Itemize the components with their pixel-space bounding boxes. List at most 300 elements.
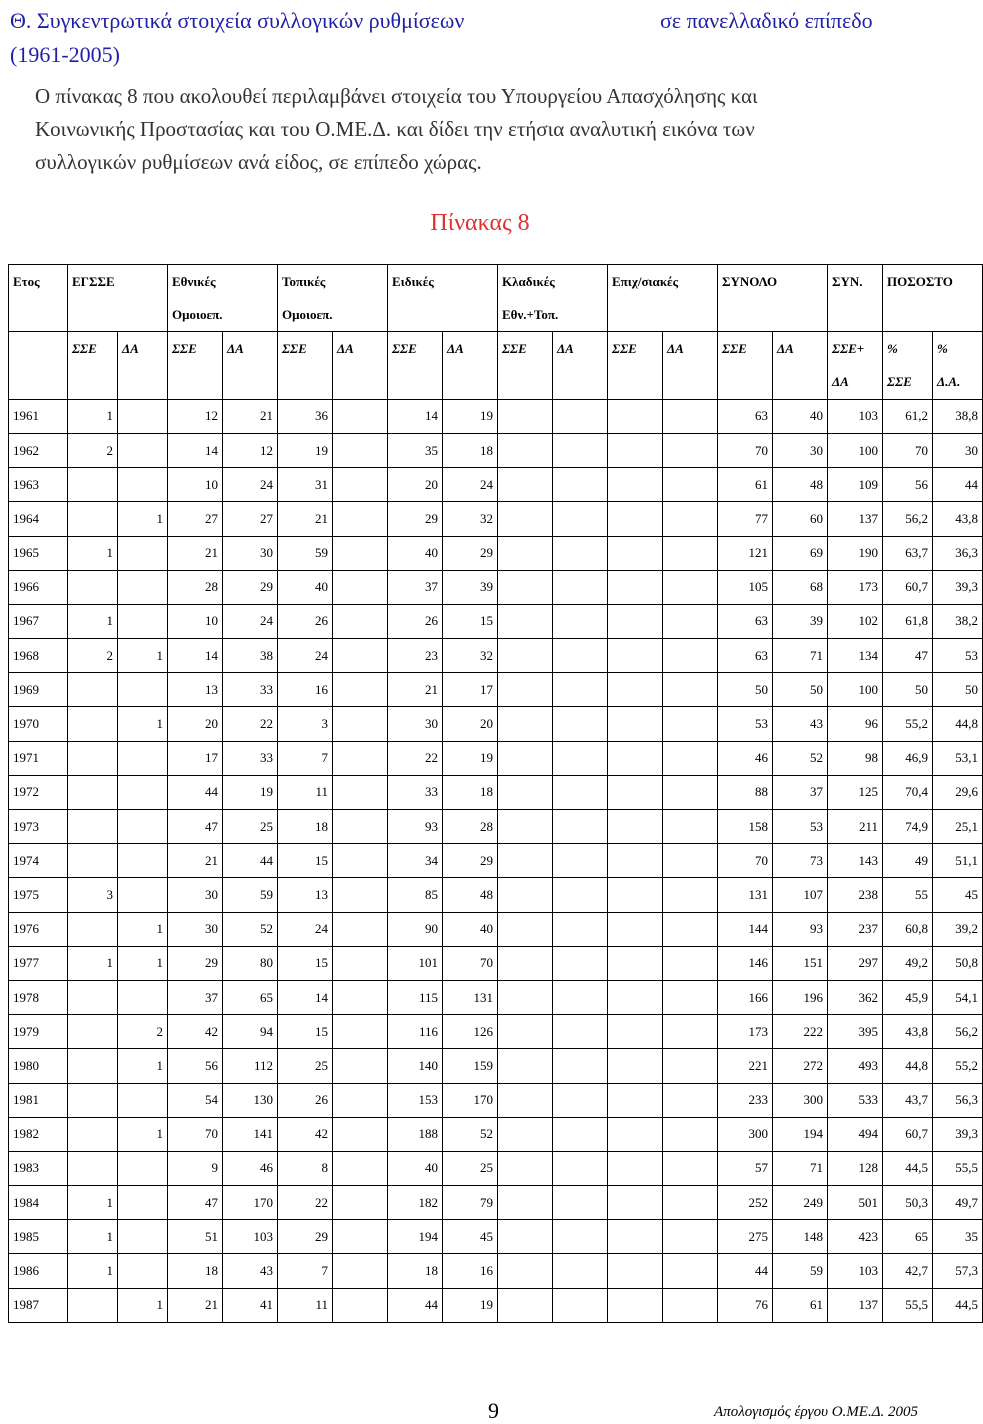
value-cell: [608, 912, 663, 946]
value-cell: 30: [773, 433, 828, 467]
value-cell: 2: [118, 1015, 168, 1049]
value-cell: [608, 1186, 663, 1220]
table-row: [9, 775, 983, 809]
value-cell: [118, 536, 168, 570]
value-cell: 26: [388, 604, 443, 638]
value-cell: [333, 980, 388, 1014]
value-cell: 30: [168, 912, 223, 946]
sub-header: ΣΣΕ: [718, 332, 773, 366]
paragraph-line-1: Ο πίνακας 8 που ακολουθεί περιλαμβάνει στοιχεία του Υπουργείου Απασχόλησης και: [35, 84, 758, 108]
value-cell: [553, 1151, 608, 1185]
header-row-3: [9, 332, 983, 366]
value-cell: 44,5: [883, 1151, 933, 1185]
value-cell: [498, 1254, 553, 1288]
value-cell: 29: [443, 536, 498, 570]
year-cell: 1981: [9, 1083, 68, 1117]
value-cell: 44: [168, 775, 223, 809]
value-cell: 21: [388, 673, 443, 707]
table-row: [9, 878, 983, 912]
value-cell: [498, 1186, 553, 1220]
value-cell: 116: [388, 1015, 443, 1049]
sub-header: ΣΣΕ: [388, 332, 443, 366]
value-cell: 50: [883, 673, 933, 707]
value-cell: 22: [278, 1186, 333, 1220]
value-cell: [553, 844, 608, 878]
value-cell: 21: [168, 1288, 223, 1322]
value-cell: 115: [388, 980, 443, 1014]
value-cell: [68, 1117, 118, 1151]
value-cell: 21: [168, 844, 223, 878]
value-cell: 1: [68, 604, 118, 638]
value-cell: 7: [278, 1254, 333, 1288]
value-cell: 109: [828, 468, 883, 502]
value-cell: [498, 639, 553, 673]
value-cell: 70: [718, 433, 773, 467]
value-cell: 34: [388, 844, 443, 878]
value-cell: [608, 639, 663, 673]
value-cell: 151: [773, 946, 828, 980]
value-cell: 137: [828, 1288, 883, 1322]
value-cell: [118, 468, 168, 502]
table-row: [9, 810, 983, 844]
value-cell: 20: [388, 468, 443, 502]
value-cell: [663, 1015, 718, 1049]
value-cell: 19: [278, 433, 333, 467]
value-cell: 29: [388, 502, 443, 536]
value-cell: [553, 878, 608, 912]
value-cell: 19: [443, 741, 498, 775]
value-cell: 50: [773, 673, 828, 707]
header-national: Εθνικές: [168, 265, 278, 299]
value-cell: 18: [443, 433, 498, 467]
value-cell: 61,2: [883, 399, 933, 433]
value-cell: 71: [773, 639, 828, 673]
value-cell: 43: [223, 1254, 278, 1288]
value-cell: 44: [388, 1288, 443, 1322]
year-cell: 1965: [9, 536, 68, 570]
table-row: [9, 536, 983, 570]
table-row: [9, 433, 983, 467]
value-cell: 53,1: [933, 741, 983, 775]
value-cell: 166: [718, 980, 773, 1014]
value-cell: 15: [443, 604, 498, 638]
value-cell: [498, 468, 553, 502]
value-cell: [608, 707, 663, 741]
value-cell: 16: [443, 1254, 498, 1288]
value-cell: 52: [773, 741, 828, 775]
value-cell: [663, 878, 718, 912]
value-cell: 103: [223, 1220, 278, 1254]
sub-header: ΔΑ: [118, 332, 168, 366]
value-cell: 112: [223, 1049, 278, 1083]
value-cell: 54,1: [933, 980, 983, 1014]
value-cell: [553, 912, 608, 946]
header-year: Ετος: [9, 265, 68, 299]
value-cell: 501: [828, 1186, 883, 1220]
table-row: [9, 707, 983, 741]
value-cell: [118, 1151, 168, 1185]
value-cell: 48: [443, 878, 498, 912]
value-cell: 56,2: [883, 502, 933, 536]
value-cell: 93: [773, 912, 828, 946]
value-cell: [663, 707, 718, 741]
value-cell: 44,5: [933, 1288, 983, 1322]
value-cell: [608, 1083, 663, 1117]
sub-header: ΔΑ: [773, 332, 828, 366]
sub-header: ΣΣΕ: [498, 332, 553, 366]
value-cell: 14: [388, 399, 443, 433]
sub-header: %: [883, 332, 933, 366]
value-cell: 33: [223, 673, 278, 707]
value-cell: 40: [388, 536, 443, 570]
value-cell: [498, 946, 553, 980]
value-cell: [553, 673, 608, 707]
value-cell: [553, 536, 608, 570]
value-cell: [68, 570, 118, 604]
value-cell: 61: [718, 468, 773, 502]
value-cell: 46: [718, 741, 773, 775]
value-cell: 47: [168, 810, 223, 844]
sub-header: ΣΣΕ+: [828, 332, 883, 366]
value-cell: 297: [828, 946, 883, 980]
value-cell: 423: [828, 1220, 883, 1254]
year-cell: 1980: [9, 1049, 68, 1083]
value-cell: [333, 707, 388, 741]
value-cell: [68, 980, 118, 1014]
value-cell: [68, 673, 118, 707]
value-cell: [333, 502, 388, 536]
value-cell: 22: [388, 741, 443, 775]
value-cell: 68: [773, 570, 828, 604]
value-cell: [553, 946, 608, 980]
value-cell: 3: [278, 707, 333, 741]
header-sum: ΣΥΝ.: [828, 265, 883, 299]
value-cell: 131: [718, 878, 773, 912]
value-cell: 1: [68, 399, 118, 433]
value-cell: 144: [718, 912, 773, 946]
value-cell: [608, 570, 663, 604]
value-cell: 60,7: [883, 570, 933, 604]
value-cell: [663, 433, 718, 467]
value-cell: 53: [933, 639, 983, 673]
value-cell: 59: [773, 1254, 828, 1288]
value-cell: [333, 673, 388, 707]
table-row: [9, 1117, 983, 1151]
value-cell: 100: [828, 673, 883, 707]
value-cell: 39,3: [933, 1117, 983, 1151]
value-cell: [608, 775, 663, 809]
value-cell: 61: [773, 1288, 828, 1322]
value-cell: [498, 707, 553, 741]
value-cell: 70: [718, 844, 773, 878]
value-cell: [333, 639, 388, 673]
value-cell: 29: [443, 844, 498, 878]
value-cell: 13: [278, 878, 333, 912]
value-cell: [553, 1117, 608, 1151]
value-cell: 146: [718, 946, 773, 980]
value-cell: [553, 1083, 608, 1117]
year-cell: 1963: [9, 468, 68, 502]
value-cell: 153: [388, 1083, 443, 1117]
value-cell: 170: [223, 1186, 278, 1220]
year-cell: 1976: [9, 912, 68, 946]
year-cell: 1987: [9, 1288, 68, 1322]
value-cell: 45,9: [883, 980, 933, 1014]
value-cell: 35: [388, 433, 443, 467]
value-cell: [333, 1288, 388, 1322]
value-cell: 173: [718, 1015, 773, 1049]
value-cell: [608, 844, 663, 878]
value-cell: 57: [718, 1151, 773, 1185]
value-cell: 17: [443, 673, 498, 707]
year-cell: 1985: [9, 1220, 68, 1254]
value-cell: [608, 1288, 663, 1322]
value-cell: [118, 1254, 168, 1288]
sub-header: %: [933, 332, 983, 366]
value-cell: [68, 844, 118, 878]
value-cell: 30: [223, 536, 278, 570]
table-row: [9, 1015, 983, 1049]
year-cell: 1969: [9, 673, 68, 707]
value-cell: 13: [168, 673, 223, 707]
value-cell: 40: [773, 399, 828, 433]
value-cell: 55,2: [933, 1049, 983, 1083]
value-cell: [498, 1288, 553, 1322]
section-heading: [10, 4, 955, 72]
value-cell: 52: [223, 912, 278, 946]
value-cell: [663, 1083, 718, 1117]
table-row: [9, 1151, 983, 1185]
value-cell: 493: [828, 1049, 883, 1083]
header-total: ΣΥΝΟΛΟ: [718, 265, 828, 299]
value-cell: [663, 741, 718, 775]
value-cell: [663, 399, 718, 433]
year-cell: 1982: [9, 1117, 68, 1151]
year-cell: 1986: [9, 1254, 68, 1288]
year-cell: 1979: [9, 1015, 68, 1049]
value-cell: 79: [443, 1186, 498, 1220]
value-cell: 47: [168, 1186, 223, 1220]
value-cell: 300: [773, 1083, 828, 1117]
sub-header: ΔΑ: [443, 332, 498, 366]
value-cell: [333, 810, 388, 844]
value-cell: 88: [718, 775, 773, 809]
value-cell: [118, 433, 168, 467]
value-cell: 18: [168, 1254, 223, 1288]
value-cell: 63,7: [883, 536, 933, 570]
value-cell: 27: [168, 502, 223, 536]
value-cell: 55,5: [883, 1288, 933, 1322]
value-cell: [663, 1186, 718, 1220]
value-cell: 130: [223, 1083, 278, 1117]
value-cell: 249: [773, 1186, 828, 1220]
table-row: [9, 912, 983, 946]
value-cell: [498, 673, 553, 707]
value-cell: 196: [773, 980, 828, 1014]
value-cell: 71: [773, 1151, 828, 1185]
paragraph-line-2: Κοινωνικής Προστασίας και του Ο.ΜΕ.Δ. και δίδει την ετήσια αναλυτική εικόνα των: [35, 117, 755, 141]
value-cell: 21: [278, 502, 333, 536]
value-cell: [553, 468, 608, 502]
value-cell: 233: [718, 1083, 773, 1117]
value-cell: [553, 980, 608, 1014]
value-cell: 63: [718, 639, 773, 673]
value-cell: [118, 844, 168, 878]
value-cell: 37: [388, 570, 443, 604]
value-cell: [118, 399, 168, 433]
table-row: [9, 673, 983, 707]
value-cell: [118, 980, 168, 1014]
heading-right: σε πανελλαδικό επίπεδο: [660, 8, 873, 33]
value-cell: 29: [168, 946, 223, 980]
value-cell: 1: [118, 946, 168, 980]
value-cell: 11: [278, 1288, 333, 1322]
value-cell: 44,8: [933, 707, 983, 741]
value-cell: 39,3: [933, 570, 983, 604]
value-cell: [608, 1117, 663, 1151]
value-cell: 69: [773, 536, 828, 570]
value-cell: 39,2: [933, 912, 983, 946]
value-cell: 20: [443, 707, 498, 741]
table-title: Πίνακας 8: [430, 210, 530, 236]
value-cell: 1: [118, 707, 168, 741]
value-cell: 25,1: [933, 810, 983, 844]
value-cell: 33: [388, 775, 443, 809]
value-cell: 51: [168, 1220, 223, 1254]
heading-main: Θ. Συγκεντρωτικά στοιχεία συλλογικών ρυθμίσεων: [10, 8, 465, 33]
value-cell: 29,6: [933, 775, 983, 809]
value-cell: 42: [168, 1015, 223, 1049]
year-cell: 1972: [9, 775, 68, 809]
value-cell: 1: [68, 1186, 118, 1220]
year-cell: 1975: [9, 878, 68, 912]
value-cell: 48: [773, 468, 828, 502]
year-cell: 1977: [9, 946, 68, 980]
header-row-1: [9, 265, 983, 299]
value-cell: 140: [388, 1049, 443, 1083]
sub-header: ΣΣΕ: [68, 332, 118, 366]
year-cell: 1966: [9, 570, 68, 604]
value-cell: 134: [828, 639, 883, 673]
value-cell: 56: [168, 1049, 223, 1083]
value-cell: [68, 775, 118, 809]
value-cell: [663, 810, 718, 844]
value-cell: 1: [68, 536, 118, 570]
value-cell: 60,8: [883, 912, 933, 946]
value-cell: 21: [223, 399, 278, 433]
value-cell: 93: [388, 810, 443, 844]
value-cell: [498, 1220, 553, 1254]
page-number: 9: [488, 1398, 499, 1423]
value-cell: 59: [278, 536, 333, 570]
value-cell: 137: [828, 502, 883, 536]
value-cell: 533: [828, 1083, 883, 1117]
value-cell: [663, 1254, 718, 1288]
value-cell: [333, 570, 388, 604]
value-cell: 494: [828, 1117, 883, 1151]
value-cell: [663, 604, 718, 638]
value-cell: 173: [828, 570, 883, 604]
value-cell: [498, 844, 553, 878]
value-cell: 43,8: [933, 502, 983, 536]
value-cell: 188: [388, 1117, 443, 1151]
value-cell: 2: [68, 433, 118, 467]
value-cell: 56,3: [933, 1083, 983, 1117]
value-cell: 2: [68, 639, 118, 673]
value-cell: [498, 604, 553, 638]
year-cell: 1984: [9, 1186, 68, 1220]
value-cell: [663, 946, 718, 980]
value-cell: 1: [118, 1288, 168, 1322]
value-cell: [333, 912, 388, 946]
value-cell: 56: [883, 468, 933, 502]
value-cell: [498, 980, 553, 1014]
value-cell: 125: [828, 775, 883, 809]
value-cell: 98: [828, 741, 883, 775]
table-row: [9, 1288, 983, 1322]
year-cell: 1978: [9, 980, 68, 1014]
value-cell: 60: [773, 502, 828, 536]
value-cell: [663, 1049, 718, 1083]
value-cell: [663, 775, 718, 809]
value-cell: [498, 1151, 553, 1185]
value-cell: 102: [828, 604, 883, 638]
value-cell: 103: [828, 399, 883, 433]
table-row: [9, 1186, 983, 1220]
value-cell: [663, 502, 718, 536]
value-cell: 40: [278, 570, 333, 604]
value-cell: [608, 946, 663, 980]
value-cell: 17: [168, 741, 223, 775]
value-cell: [333, 1049, 388, 1083]
value-cell: [663, 468, 718, 502]
value-cell: 38: [223, 639, 278, 673]
value-cell: [333, 1186, 388, 1220]
value-cell: 14: [168, 433, 223, 467]
value-cell: 194: [388, 1220, 443, 1254]
value-cell: 20: [168, 707, 223, 741]
value-cell: 141: [223, 1117, 278, 1151]
value-cell: [663, 1288, 718, 1322]
value-cell: [118, 1186, 168, 1220]
value-cell: 28: [168, 570, 223, 604]
value-cell: [663, 844, 718, 878]
value-cell: 211: [828, 810, 883, 844]
value-cell: 65: [223, 980, 278, 1014]
header-row-4: [9, 366, 983, 400]
value-cell: 15: [278, 844, 333, 878]
value-cell: 53: [773, 810, 828, 844]
value-cell: [68, 468, 118, 502]
footer-text: Απολογισμός έργου Ο.ΜΕ.Δ. 2005: [714, 1404, 918, 1420]
value-cell: 30: [933, 433, 983, 467]
value-cell: 46: [223, 1151, 278, 1185]
value-cell: [68, 1083, 118, 1117]
value-cell: [118, 673, 168, 707]
value-cell: 1: [118, 502, 168, 536]
value-cell: 50: [718, 673, 773, 707]
value-cell: [553, 502, 608, 536]
value-cell: 37: [773, 775, 828, 809]
value-cell: 24: [223, 468, 278, 502]
value-cell: 15: [278, 946, 333, 980]
value-cell: 221: [718, 1049, 773, 1083]
value-cell: 121: [718, 536, 773, 570]
value-cell: [498, 570, 553, 604]
value-cell: [68, 912, 118, 946]
agreements-table: [8, 264, 983, 1323]
value-cell: [553, 1254, 608, 1288]
